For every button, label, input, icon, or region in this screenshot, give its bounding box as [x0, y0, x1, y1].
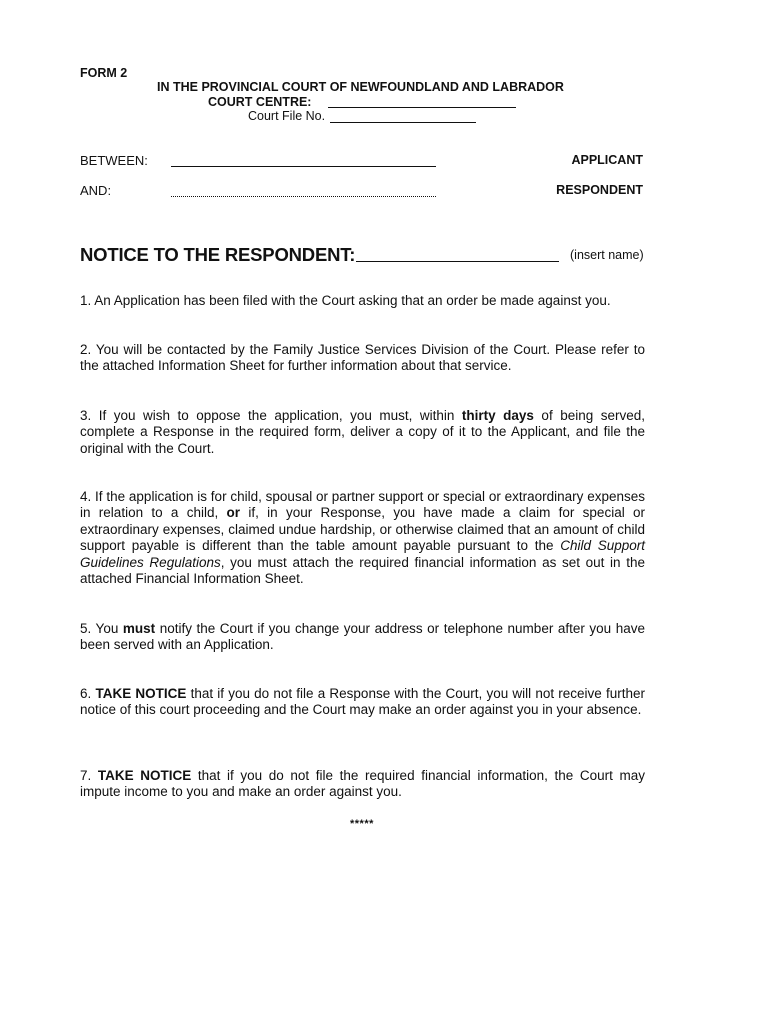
paragraph-3-emphasis: thirty days [461, 408, 534, 423]
paragraph-6-emphasis: TAKE NOTICE [95, 686, 187, 701]
and-label: AND: [80, 183, 112, 198]
paragraph-5-text: 5. You [80, 621, 123, 636]
respondent-label: RESPONDENT [556, 183, 643, 197]
paragraph-7-text: that if you do not file the required financial information, the Court may impute income to you and make an order against you. [80, 768, 646, 800]
paragraph-4-text-middle: if, in your Response, you have made a claim for special or extraordinary expenses, claimed undue hardship, or otherwise claimed that an amount of child support payable is different than the table amount payable pursuant to the [80, 505, 645, 554]
paragraph-6-text: that if you do not file a Response with the Court, you will not receive further notice of this court proceeding and the Court may make an order against you in your absence. [80, 686, 646, 718]
paragraph-3-text: 3. If you wish to oppose the application, you must, within [80, 408, 462, 423]
paragraph-7-number: 7. [80, 768, 98, 783]
paragraph-7 [80, 768, 645, 801]
paragraph-1: 1. An Application has been filed with the Court asking that an order be made against you. [80, 293, 611, 308]
court-file-number-blank-field[interactable] [330, 122, 476, 123]
paragraph-4 [80, 489, 645, 587]
paragraph-4-text: 4. If the application is for child, spousal or partner support or special or extraordinary expenses in relation to a child, [80, 489, 645, 521]
applicant-name-blank-field[interactable] [171, 166, 436, 167]
court-centre-blank-field[interactable] [328, 107, 516, 108]
paragraph-4-text-end: , you must attach the required financial information as set out in the attached Financial Information Sheet. [80, 554, 645, 587]
notice-title: NOTICE TO THE RESPONDENT: [80, 244, 356, 265]
paragraph-5-text-end: notify the Court if you change your address or telephone number after you have been served with an Application. [80, 621, 645, 653]
paragraph-6-number: 6. [80, 686, 96, 701]
respondent-name-blank-field[interactable] [171, 196, 436, 197]
paragraph-4-emphasis: or [226, 505, 241, 521]
insert-name-hint: (insert name) [570, 248, 644, 262]
paragraph-5 [80, 621, 645, 654]
court-centre-label: COURT CENTRE: [208, 95, 312, 109]
respondent-notice-name-blank-field[interactable] [356, 261, 559, 262]
end-of-notice-marker: ***** [350, 818, 374, 830]
paragraph-3 [80, 408, 645, 457]
court-title: IN THE PROVINCIAL COURT OF NEWFOUNDLAND AND LABRADOR [157, 80, 564, 94]
paragraph-4-regulation-title: Child Support Guidelines Regulations [80, 538, 645, 570]
paragraph-2: 2. You will be contacted by the Family Justice Services Division of the Court. Please refer to the attached Information Sheet for further information about that service. [80, 342, 645, 374]
paragraph-5-emphasis: must [122, 621, 156, 636]
paragraph-7-emphasis: TAKE NOTICE [97, 768, 192, 783]
paragraph-3-text-end: of being served, complete a Response in the required form, deliver a copy of it to the Applicant, and file the original with the Court. [80, 408, 645, 456]
court-file-number-label: Court File No. [248, 109, 326, 123]
between-label: BETWEEN: [80, 153, 148, 168]
paragraph-6 [80, 686, 645, 719]
form-number: FORM 2 [80, 66, 128, 80]
applicant-label: APPLICANT [571, 153, 643, 167]
